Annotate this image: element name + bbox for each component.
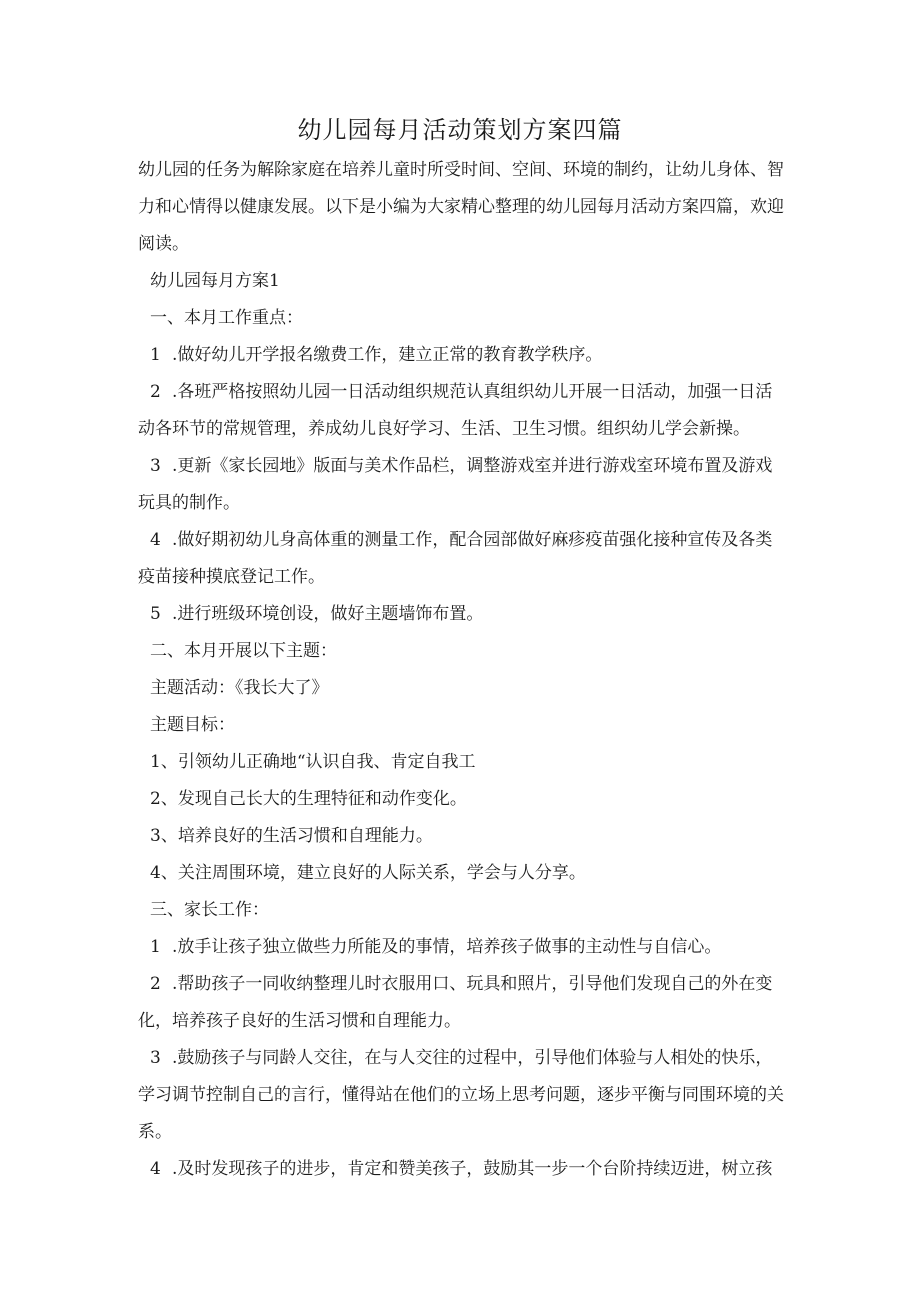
item-text: .及时发现孩子的进步，肯定和赞美孩子，鼓励其一步一个台阶持续迈进，树立孩 bbox=[172, 1159, 773, 1179]
item-line: 系。 bbox=[138, 1122, 172, 1142]
item-number: 4 bbox=[150, 530, 161, 550]
item-line bbox=[138, 374, 788, 411]
section3-heading: 三、家长工作： bbox=[150, 900, 269, 920]
item-line bbox=[138, 966, 788, 1003]
item-line bbox=[138, 522, 788, 559]
item-line: 疫苗接种摸底登记工作。 bbox=[138, 567, 325, 587]
item-number: 2 bbox=[150, 974, 161, 994]
theme-goal-item: 4、关注周围环境，建立良好的人际关系，学会与人分享。 bbox=[150, 863, 586, 883]
item-text: .各班严格按照幼儿园一日活动组织规范认真组织幼儿开展一日活动，加强一日活 bbox=[172, 382, 773, 402]
item-text: .帮助孩子一同收纳整理儿时衣服用口、玩具和照片，引导他们发现自己的外在变 bbox=[172, 974, 773, 994]
section3-item bbox=[138, 966, 788, 1040]
item-number: 3 bbox=[150, 456, 161, 476]
item-number: 3 bbox=[150, 1048, 161, 1068]
intro-paragraph bbox=[138, 152, 788, 263]
item-text: .放手让孩子独立做些力所能及的事情，培养孩子做事的主动性与自信心。 bbox=[172, 937, 722, 957]
section2-heading: 二、本月开展以下主题： bbox=[150, 641, 337, 661]
item-number: 1 bbox=[150, 937, 161, 957]
theme-goal-item: 2、发现自己长大的生理特征和动作变化。 bbox=[150, 789, 467, 809]
item-line bbox=[138, 1151, 788, 1188]
plan1-heading: 幼儿园每月方案1 bbox=[150, 271, 280, 291]
item-text: .做好期初幼儿身高体重的测量工作，配合园部做好麻疹疫苗强化接种宣传及各类 bbox=[172, 530, 773, 550]
item-line: 化，培养孩子良好的生活习惯和自理能力。 bbox=[138, 1011, 461, 1031]
section1-item bbox=[138, 448, 788, 522]
section1-item bbox=[150, 596, 788, 633]
section1-item bbox=[150, 337, 788, 374]
item-line: 学习调节控制自己的言行，懂得站在他们的立场上思考问题，逐步平衡与同围环境的关 bbox=[138, 1085, 784, 1105]
item-number: 5 bbox=[150, 604, 161, 624]
section1-item bbox=[138, 374, 788, 448]
theme-goal-item: 1、引领幼儿正确地“认识自我、肯定自我工 bbox=[150, 752, 476, 772]
item-line: 玩具的制作。 bbox=[138, 493, 240, 513]
theme-goal-item: 3、培养良好的生活习惯和自理能力。 bbox=[150, 826, 433, 846]
section1-item bbox=[138, 522, 788, 596]
item-text: .做好幼儿开学报名缴费工作，建立正常的教育教学秩序。 bbox=[172, 345, 603, 365]
intro-line: 幼儿园的任务为解除家庭在培养儿童时所受时间、空间、环境的制约，让幼儿身体、智 bbox=[138, 160, 784, 180]
intro-line: 阅读。 bbox=[138, 234, 189, 254]
item-text: .更新《家长园地》版面与美术作品栏，调整游戏室并进行游戏室环境布置及游戏 bbox=[172, 456, 773, 476]
item-line: 动各环节的常规管理，养成幼儿良好学习、生活、卫生习惯。组织幼儿学会新操。 bbox=[138, 419, 750, 439]
item-text: .鼓励孩子与同龄人交往，在与人交往的过程中，引导他们体验与人相处的快乐， bbox=[172, 1048, 773, 1068]
item-number: 1 bbox=[150, 345, 161, 365]
section1-heading: 一、本月工作重点： bbox=[150, 308, 303, 328]
theme-activity: 主题活动：《我长大了》 bbox=[150, 678, 329, 698]
theme-goal-heading: 主题目标： bbox=[150, 715, 235, 735]
item-number: 2 bbox=[150, 382, 161, 402]
section3-item bbox=[138, 1040, 788, 1151]
item-text: .进行班级环境创设，做好主题墙饰布置。 bbox=[172, 604, 484, 624]
item-line bbox=[138, 1040, 788, 1077]
section3-item bbox=[150, 929, 788, 966]
document-title: 幼儿园每月活动策划方案四篇 bbox=[297, 116, 623, 144]
item-number: 4 bbox=[150, 1159, 161, 1179]
intro-line: 力和心情得以健康发展。以下是小编为大家精心整理的幼儿园每月活动方案四篇，欢迎 bbox=[138, 197, 784, 217]
section3-item bbox=[138, 1151, 788, 1188]
item-line bbox=[138, 448, 788, 485]
